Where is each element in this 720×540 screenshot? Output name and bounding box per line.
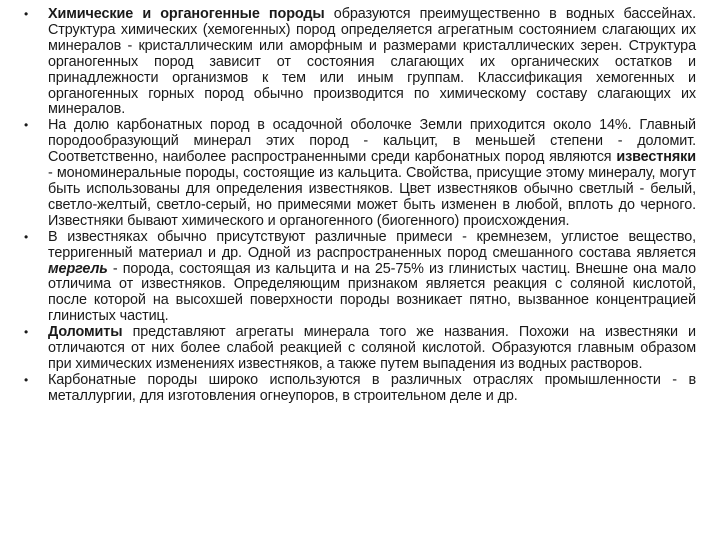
paragraph-text: В известняках обычно присутствуют различные примеси - кремнезем, углистое вещество, терригенный материал и др. Одной из распространенных пород смешанного состава является <box>48 228 696 261</box>
term-chemical-organogenic: Химические и органогенные породы <box>48 6 325 22</box>
paragraph-text: образуются преимущественно в водных бассейнах. Структура химических (хемогенных) пород определяется агрегатным состоянием слагающих их минералов - кристаллическим или аморфным и размерами кристаллических зерен. Структура органогенных пород зависит от состояния слагающих их органических остатков и принадлежности организмов к тем или иным группам. Классификация хемогенных и органогенных горных пород обычно производится по химическому составу слагающих их минералов. <box>48 6 696 118</box>
list-item <box>24 325 696 373</box>
list-item <box>24 118 696 229</box>
list-item <box>24 230 696 325</box>
bullet-icon: • <box>24 118 29 133</box>
paragraph-text: - порода, состоящая из кальцита и на 25-75% из глинистых частиц. Внешне она мало отличима от известняков. Определяющим признаком является реакция с соляной кислотой, после которой на высохшей поверхности породы возникает пятно, вызванное концентрацией глинистых частиц. <box>48 260 696 325</box>
paragraph-text: Карбонатные породы широко используются в различных отраслях промышленности - в металлургии, для изготовления огнеупоров, в строительном деле и др. <box>48 371 696 404</box>
bullet-icon: • <box>24 7 29 21</box>
term-dolomites: Доломиты <box>48 324 123 341</box>
bullet-icon: • <box>24 229 29 244</box>
term-marl: мергель <box>48 260 108 277</box>
bullet-icon: • <box>24 325 29 340</box>
bullet-icon: • <box>24 372 29 387</box>
paragraph-text: На долю карбонатных пород в осадочной оболочке Земли приходится около 14%. Главный породообразующий минерал этих пород - кальцит, в меньшей степени - доломит. Соответственно, наиболее распространенными среди карбонатных пород являются <box>48 117 696 166</box>
paragraph-text: представляют агрегаты минерала того же названия. Похожи на известняки и отличаются от них более слабой реакцией с соляной кислотой. Образуются главным образом при химических изменениях известняков, а также путем выпадения из водных растворов. <box>48 324 696 372</box>
list-item <box>24 7 696 118</box>
term-limestones: известняки <box>616 149 696 166</box>
bullet-list <box>24 7 696 405</box>
paragraph-text: - мономинеральные породы, состоящие из кальцита. Свойства, присущие этому минералу, могут быть использованы для определения известняков. Цвет известняков обычно светлый - белый, светло-желтый, светло-серый, но примесями может быть изменен в любой, вплоть до черного. Известняки бывают химического и органогенного (биогенного) происхождения. <box>48 165 696 229</box>
list-item <box>24 373 696 405</box>
